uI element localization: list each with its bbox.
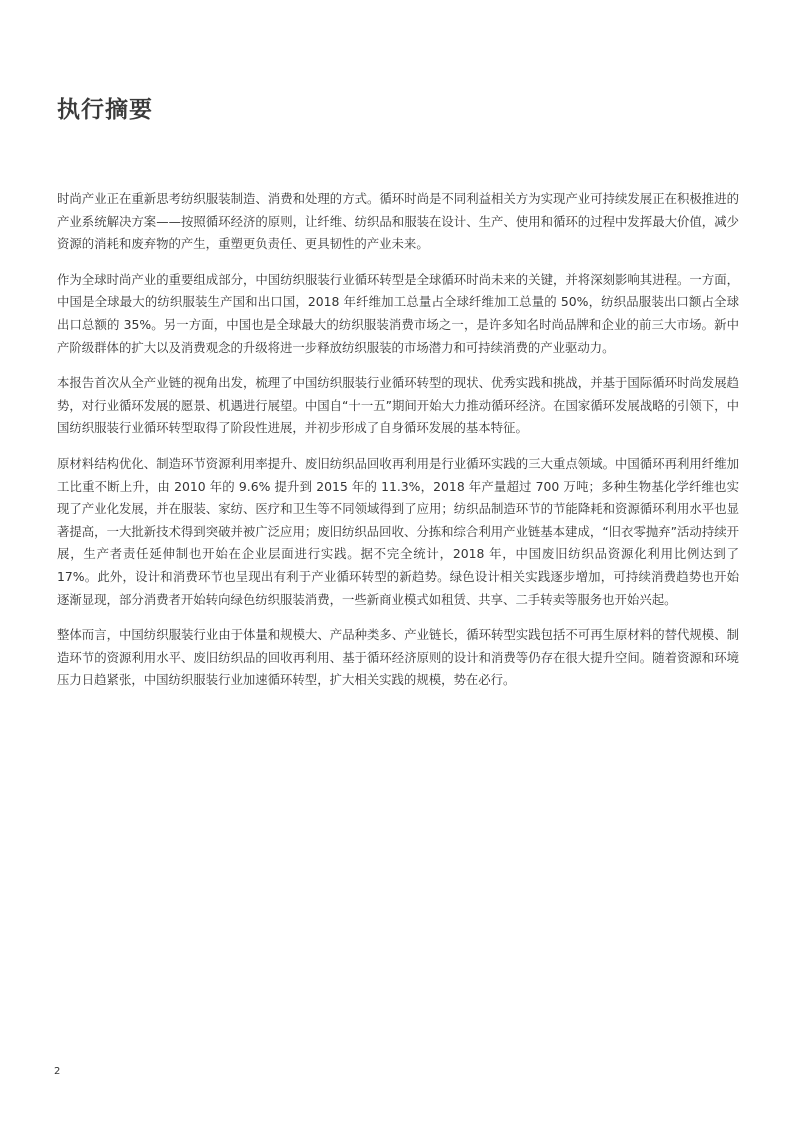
paragraph-conclusion: 整体而言，中国纺织服装行业由于体量和规模大、产品种类多、产业链长，循环转型实践包括不可再生原材料的替代规模、制造环节的资源利用水平、废旧纺织品的回收再利用、基于循环经济原则的设计和消费等仍存在很大提升空间。随着资源和环境压力日趋紧张，中国纺织服装行业加速循环转型，扩大相关实践的规模，势在必行。 xyxy=(57,627,739,688)
page-title: 执行摘要 xyxy=(57,97,153,123)
paragraph-intro: 时尚产业正在重新思考纺织服装制造、消费和处理的方式。循环时尚是不同利益相关方为实现产业可持续发展正在积极推进的产业系统解决方案——按照循环经济的原则，让纤维、纺织品和服装在设计、生产、使用和循环的过程中发挥最大价值，减少资源的消耗和废弃物的产生，重塑更负责任、更具韧性的产业未来。 xyxy=(57,191,739,252)
paragraph-china-role: 作为全球时尚产业的重要组成部分，中国纺织服装行业循环转型是全球循环时尚未来的关键，并将深刻影响其进程。一方面，中国是全球最大的纺织服装生产国和出口国，2018 年纤维加工总量占全球纤维加工总量的 50%，纺织品服装出口额占全球出口总额的 35%。另一方面，中国也是全球最大的纺织服装消费市场之一，是许多知名时尚品牌和企业的前三大市场。新中产阶级群体的扩大以及消费观念的升级将进一步释放纺织服装的市场潜力和可持续消费的产业驱动力。 xyxy=(57,271,739,355)
page-number: 2 xyxy=(54,1066,61,1077)
paragraph-key-areas: 原材料结构优化、制造环节资源利用率提升、废旧纺织品回收再利用是行业循环实践的三大重点领域。中国循环再利用纤维加工比重不断上升，由 2010 年的 9.6% 提升到 2015 年的 11.3%，2018 年产量超过 700 万吨；多种生物基化学纤维也实现了产业化发展，并在服装、家纺、医疗和卫生等不同领域得到了应用；纺织品制造环节的节能降耗和资源循环利用水平也显著提高，一大批新技术得到突破并被广泛应用；废旧纺织品回收、分拣和综合利用产业链基本建成，“旧衣零抛弃”活动持续开展，生产者责任延伸制也开始在企业层面进行实践。据不完全统计，2018 年，中国废旧纺织品资源化利用比例达到了 17%。此外，设计和消费环节也呈现出有利于产业循环转型的新趋势。绿色设计相关实践逐步增加，可持续消费趋势也开始逐渐显现，部分消费者开始转向绿色纺织服装消费，一些新商业模式如租赁、共享、二手转卖等服务也开始兴起。 xyxy=(57,455,739,607)
body-text xyxy=(57,188,739,705)
paragraph-report-scope: 本报告首次从全产业链的视角出发，梳理了中国纺织服装行业循环转型的现状、优秀实践和挑战，并基于国际循环时尚发展趋势，对行业循环发展的愿景、机遇进行展望。中国自“十一五”期间开始大力推动循环经济。在国家循环发展战略的引领下，中国纺织服装行业循环转型取得了阶段性进展，并初步形成了自身循环发展的基本特征。 xyxy=(57,375,739,436)
